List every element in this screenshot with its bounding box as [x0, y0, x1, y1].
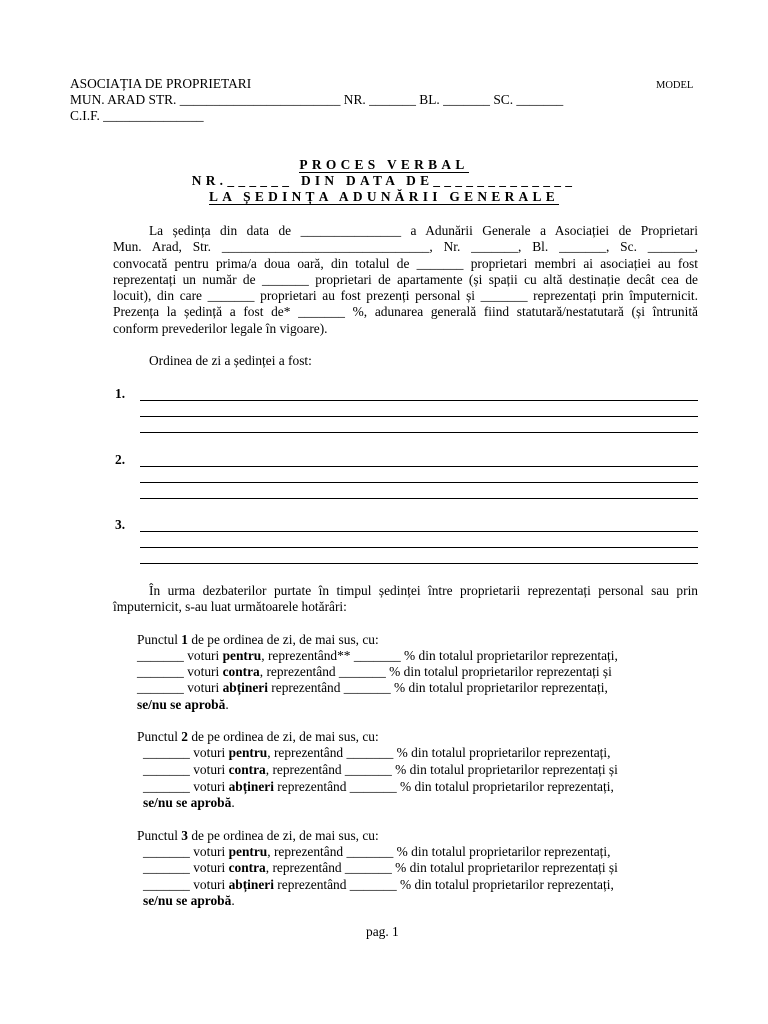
agenda-line	[140, 531, 698, 532]
votes-against-line	[143, 762, 618, 778]
agenda-label: Ordinea de zi a ședinței a fost:	[149, 353, 312, 368]
vote-suffix: , reprezentând _______ % din totalul proprietarilor reprezentați,	[267, 745, 611, 760]
vote-type: pentru	[222, 648, 262, 663]
point-prefix: Punctul	[137, 729, 182, 744]
point-heading	[137, 632, 379, 648]
vote-suffix: , reprezentând _______ % din totalul proprietarilor reprezentați și	[259, 664, 612, 679]
vote-type: pentru	[228, 844, 268, 859]
votes-for-line	[137, 648, 618, 664]
model-label: MODEL	[656, 80, 694, 91]
vote-type: contra	[228, 762, 266, 777]
decisions-intro-line: împuternicit, s-au luat următoarele hotărâri:	[113, 599, 347, 615]
votes-against-line	[137, 664, 612, 680]
point-number: 2	[181, 729, 188, 744]
vote-suffix: , reprezentând _______ % din totalul proprietarilor reprezentați,	[267, 844, 611, 859]
vote-suffix: reprezentând _______ % din totalul proprietarilor reprezentați,	[273, 779, 614, 794]
vote-prefix: _______ voturi	[137, 680, 223, 695]
intro-line: reprezentați un număr de _______ proprietari de apartamente (și spații cu altă destinație decât cea de	[113, 271, 698, 287]
intro-paragraph	[113, 223, 698, 337]
point-heading	[137, 828, 379, 844]
point-suffix: de pe ordinea de zi, de mai sus, cu:	[187, 828, 379, 843]
point-suffix: de pe ordinea de zi, de mai sus, cu:	[187, 632, 379, 647]
vote-suffix: reprezentând _______ % din totalul proprietarilor reprezentați,	[273, 877, 614, 892]
vote-prefix: _______ voturi	[143, 762, 229, 777]
title-number-date: NR.______ DIN DATA DE_____________	[191, 173, 577, 188]
agenda-item-number: 2.	[115, 452, 126, 467]
agenda-line	[140, 466, 698, 467]
decisions-intro	[113, 583, 698, 616]
intro-line: conform prevederilor legale în vigoare).	[113, 320, 328, 336]
votes-for-line	[143, 745, 610, 761]
point-number: 1	[181, 632, 188, 647]
result-dot: .	[231, 795, 235, 810]
intro-line: locuit), din care _______ proprietari au fost prezenți personal și _______ reprezentați prin împuternicit.	[113, 288, 698, 304]
title-line-3: LA ȘEDINȚA ADUNĂRII GENERALE	[209, 189, 559, 204]
agenda-item-number: 3.	[115, 517, 126, 532]
intro-line: La ședința din data de _______________ a Adunării Generale a Asociației de Proprietari	[149, 223, 698, 238]
vote-prefix: _______ voturi	[143, 779, 229, 794]
point-result	[143, 795, 235, 811]
votes-abstain-line	[143, 779, 614, 795]
decisions-intro-line: În urma dezbaterilor purtate în timpul ședinței între proprietarii reprezentați personal sau prin	[149, 583, 698, 598]
vote-suffix: , reprezentând _______ % din totalul proprietarilor reprezentați și	[265, 860, 618, 875]
vote-type: abțineri	[222, 680, 268, 695]
address-line: MUN. ARAD STR. ________________________ NR. _______ BL. _______ SC. _______	[70, 92, 564, 107]
vote-suffix: , reprezentând** _______ % din totalul proprietarilor reprezentați,	[261, 648, 618, 663]
vote-prefix: _______ voturi	[143, 860, 229, 875]
vote-type: abțineri	[228, 779, 274, 794]
result-dot: .	[225, 697, 229, 712]
vote-suffix: , reprezentând _______ % din totalul proprietarilor reprezentați și	[265, 762, 618, 777]
agenda-line	[140, 547, 698, 548]
agenda-line	[140, 400, 698, 401]
point-result	[143, 893, 235, 909]
page-number: pag. 1	[366, 924, 399, 939]
agenda-line	[140, 416, 698, 417]
point-number: 3	[181, 828, 188, 843]
cif-line: C.I.F. _______________	[70, 108, 204, 123]
result-text: se/nu se aprobă	[143, 795, 232, 810]
intro-line: Mun. Arad, Str. _______________________________, Nr. _______, Bl. _______, Sc. _______,	[113, 239, 698, 255]
vote-type: contra	[228, 860, 266, 875]
intro-line: Prezența la ședință a fost de* _______ %, adunarea generală fiind statutară/nestatutară (și întrunită	[113, 304, 698, 320]
vote-prefix: _______ voturi	[137, 648, 223, 663]
result-text: se/nu se aprobă	[137, 697, 226, 712]
document-title	[0, 157, 768, 173]
agenda-line	[140, 563, 698, 564]
intro-line: convocată pentru prima/a doua oară, din totalul de _______ proprietari membri ai asociației au fost	[113, 255, 698, 271]
point-suffix: de pe ordinea de zi, de mai sus, cu:	[187, 729, 379, 744]
votes-against-line	[143, 860, 618, 876]
agenda-item-number: 1.	[115, 386, 126, 401]
agenda-line	[140, 482, 698, 483]
vote-type: abțineri	[228, 877, 274, 892]
point-heading	[137, 729, 379, 745]
vote-type: contra	[222, 664, 260, 679]
vote-prefix: _______ voturi	[143, 745, 229, 760]
agenda-line	[140, 432, 698, 433]
vote-suffix: reprezentând _______ % din totalul proprietarilor reprezentați,	[267, 680, 608, 695]
vote-prefix: _______ voturi	[143, 844, 229, 859]
result-dot: .	[231, 893, 235, 908]
vote-type: pentru	[228, 745, 268, 760]
title-line-1: PROCES VERBAL	[299, 157, 469, 172]
point-result	[137, 697, 229, 713]
document-subtitle	[0, 189, 768, 205]
association-name: ASOCIAȚIA DE PROPRIETARI	[70, 76, 252, 91]
votes-for-line	[143, 844, 610, 860]
vote-prefix: _______ voturi	[137, 664, 223, 679]
point-prefix: Punctul	[137, 828, 182, 843]
result-text: se/nu se aprobă	[143, 893, 232, 908]
votes-abstain-line	[143, 877, 614, 893]
agenda-line	[140, 498, 698, 499]
point-prefix: Punctul	[137, 632, 182, 647]
vote-prefix: _______ voturi	[143, 877, 229, 892]
votes-abstain-line	[137, 680, 608, 696]
